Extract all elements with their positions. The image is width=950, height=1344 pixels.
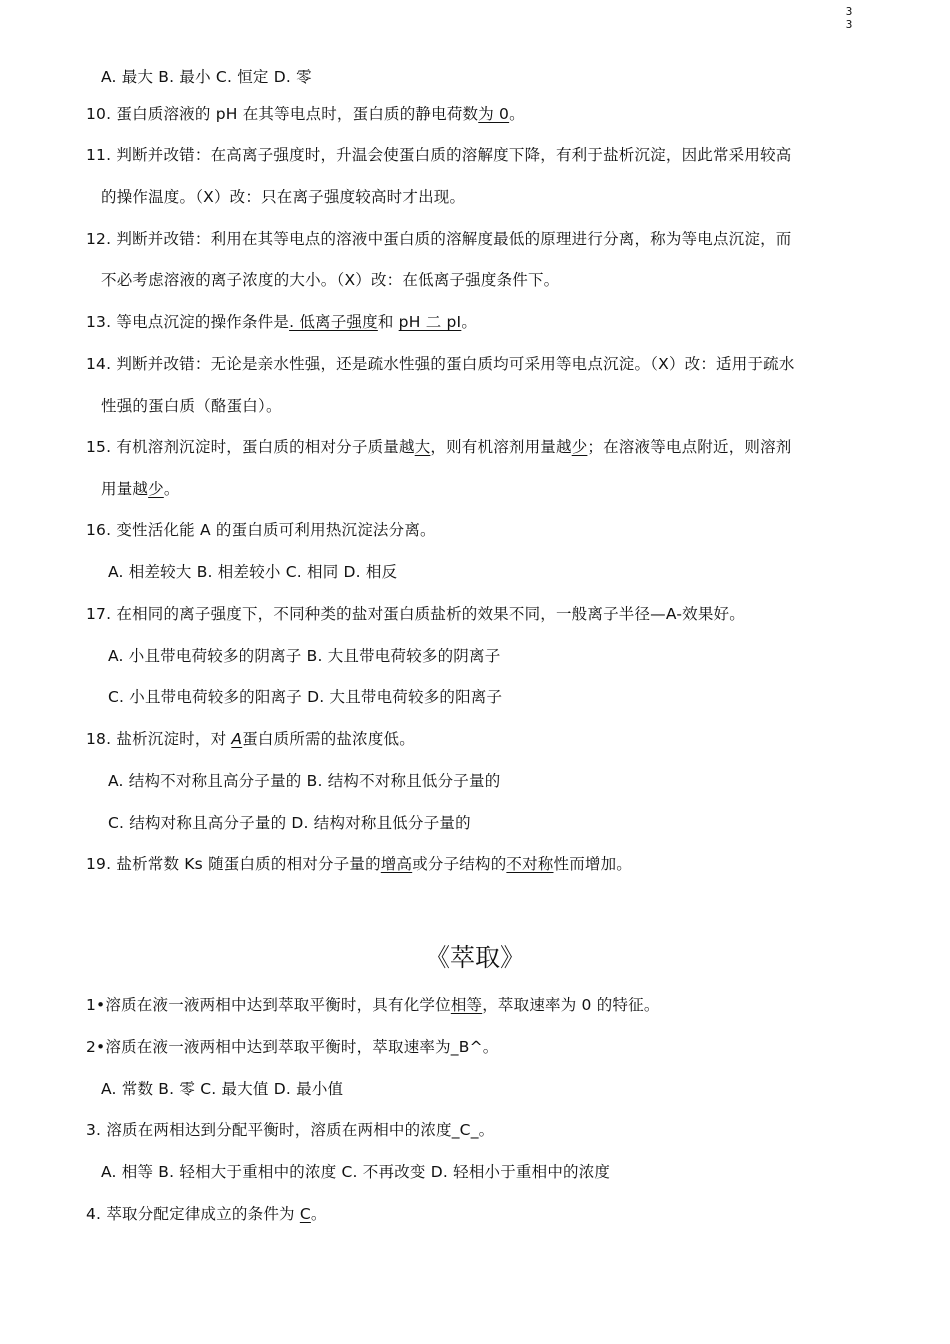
line-text: 或分子结构的 bbox=[412, 855, 507, 873]
underlined-answer: 相等 bbox=[450, 996, 483, 1014]
line-text: A. 相差较大 B. 相差较小 C. 相同 D. 相反 bbox=[108, 563, 398, 581]
line-text: 4. 萃取分配定律成立的条件为 bbox=[86, 1205, 300, 1223]
line-text: 。 bbox=[509, 105, 525, 123]
text-line bbox=[86, 1120, 494, 1140]
line-text: ，萃取速率为 0 的特征。 bbox=[482, 996, 660, 1014]
text-line bbox=[86, 145, 791, 165]
line-text: 17. 在相同的离子强度下，不同种类的盐对蛋白质盐析的效果不同，一般离子半径—A-效果好。 bbox=[86, 605, 745, 623]
underlined-answer: A bbox=[231, 730, 243, 748]
text-line bbox=[108, 687, 502, 707]
text-line bbox=[86, 229, 791, 249]
line-text: 13. 等电点沉淀的操作条件是 bbox=[86, 313, 290, 331]
underlined-answer: C bbox=[299, 1205, 311, 1223]
text-line bbox=[108, 646, 500, 666]
underlined-answer: pH 二 pI bbox=[398, 313, 462, 331]
line-text: A. 常数 B. 零 C. 最大值 D. 最小值 bbox=[101, 1080, 344, 1098]
line-text: 不必考虑溶液的离子浓度的大小。（X）改：在低离子强度条件下。 bbox=[101, 271, 560, 289]
text-line bbox=[86, 995, 660, 1015]
line-text: A. 相等 B. 轻相大于重相中的浓度 C. 不再改变 D. 轻相小于重相中的浓度 bbox=[101, 1163, 611, 1181]
text-line bbox=[86, 354, 795, 374]
line-text: 19. 盐析常数 Ks 随蛋白质的相对分子量的 bbox=[86, 855, 381, 873]
line-text: 。 bbox=[461, 313, 478, 331]
line-text: 18. 盐析沉淀时，对 bbox=[86, 730, 232, 748]
text-line bbox=[86, 1037, 498, 1057]
line-text: 性强的蛋白质（酪蛋白）。 bbox=[101, 397, 282, 415]
line-text: 性而增加。 bbox=[553, 855, 633, 873]
line-text: 。 bbox=[310, 1205, 327, 1223]
text-line bbox=[86, 729, 415, 749]
text-line bbox=[86, 437, 792, 457]
text-line bbox=[101, 270, 559, 290]
text-line bbox=[101, 479, 180, 499]
line-text: ，则有机溶剂用量越 bbox=[430, 438, 572, 456]
line-text: 10. 蛋白质溶液的 pH 在其等电点时，蛋白质的静电荷数 bbox=[86, 105, 479, 123]
line-text: 。 bbox=[163, 480, 180, 498]
page-number-line-1: 3 bbox=[845, 5, 853, 18]
page-number bbox=[842, 5, 856, 31]
text-line bbox=[86, 104, 525, 124]
underlined-answer: 不对称 bbox=[506, 855, 554, 873]
line-text: 1•溶质在液一液两相中达到萃取平衡时，具有化学位 bbox=[86, 996, 451, 1014]
line-text: ；在溶液等电点附近，则溶剂 bbox=[587, 438, 792, 456]
page-number-line-2: 3 bbox=[845, 18, 853, 31]
line-text: A. 小且带电荷较多的阴离子 B. 大且带电荷较多的阴离子 bbox=[108, 647, 501, 665]
text-line bbox=[86, 1204, 327, 1224]
line-text: 14. 判断并改错：无论是亲水性强，还是疏水性强的蛋白质均可采用等电点沉淀。（X）改：适用于疏水 bbox=[86, 355, 795, 373]
line-text: 蛋白质所需的盐浓度低。 bbox=[242, 730, 415, 748]
underlined-answer: 少 bbox=[571, 438, 588, 456]
line-text: 的操作温度。（X）改：只在离子强度较高时才出现。 bbox=[101, 188, 466, 206]
text-line bbox=[108, 813, 471, 833]
underlined-answer: 大 bbox=[414, 438, 431, 456]
underlined-answer: 增高 bbox=[380, 855, 413, 873]
text-line bbox=[101, 396, 282, 416]
line-text: 12. 判断并改错：利用在其等电点的溶液中蛋白质的溶解度最低的原理进行分离，称为等电点沉淀，而 bbox=[86, 230, 792, 248]
text-line bbox=[86, 312, 477, 332]
line-text: 和 bbox=[377, 313, 399, 331]
text-line bbox=[108, 771, 500, 791]
line-text: C. 结构对称且高分子量的 D. 结构对称且低分子量的 bbox=[108, 814, 471, 832]
line-text: 用量越 bbox=[101, 480, 149, 498]
line-text: A. 结构不对称且高分子量的 B. 结构不对称且低分子量的 bbox=[108, 772, 501, 790]
underlined-answer: . 低离子强度 bbox=[289, 313, 378, 331]
line-text: 2•溶质在液一液两相中达到萃取平衡时，萃取速率为_B^。 bbox=[86, 1038, 499, 1056]
section-title: 《萃取》 bbox=[424, 943, 525, 972]
text-line bbox=[108, 562, 397, 582]
line-text: C. 小且带电荷较多的阳离子 D. 大且带电荷较多的阳离子 bbox=[108, 688, 503, 706]
line-text: A. 最大 B. 最小 C. 恒定 D. 零 bbox=[101, 68, 312, 86]
underlined-answer: 少 bbox=[148, 480, 164, 498]
text-line bbox=[86, 854, 632, 874]
line-text: 15. 有机溶剂沉淀时，蛋白质的相对分子质量越 bbox=[86, 438, 415, 456]
text-line bbox=[86, 604, 745, 624]
line-text: 3. 溶质在两相达到分配平衡时，溶质在两相中的浓度_C_。 bbox=[86, 1121, 495, 1139]
underlined-answer: 为 0 bbox=[478, 105, 510, 123]
text-line bbox=[101, 1079, 343, 1099]
text-line bbox=[101, 67, 312, 87]
text-line bbox=[86, 520, 436, 540]
text-line bbox=[101, 1162, 610, 1182]
line-text: 11. 判断并改错：在高离子强度时，升温会使蛋白质的溶解度下降，有利于盐析沉淀，因此常采用较高 bbox=[86, 146, 792, 164]
text-line bbox=[101, 187, 465, 207]
line-text: 16. 变性活化能 A 的蛋白质可利用热沉淀法分离。 bbox=[86, 521, 436, 539]
